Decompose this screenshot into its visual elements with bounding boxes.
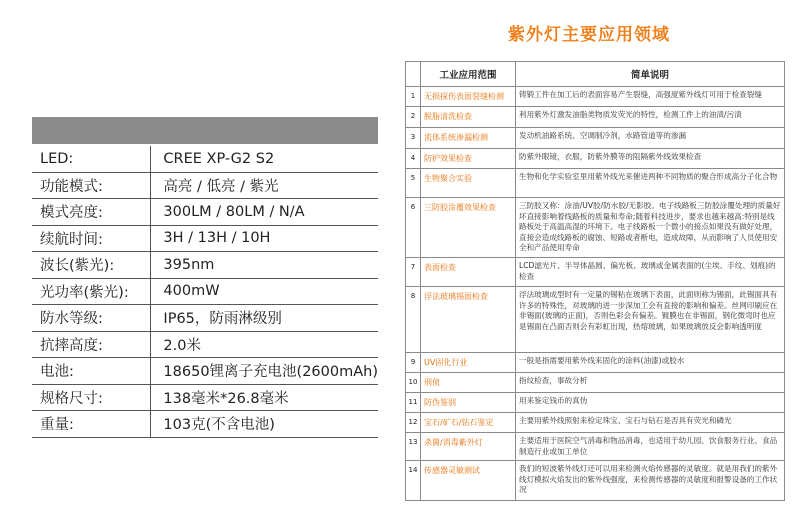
application-description: 铸锻工件在加工后的表面容易产生裂缝，高强度紫外线灯可用于检查裂缝 [516, 87, 785, 107]
spec-label: 功能模式: [32, 172, 151, 199]
application-number: 6 [406, 198, 421, 258]
application-row [406, 87, 785, 107]
application-row [406, 198, 785, 258]
application-field: 杀菌/消毒紫外灯 [421, 432, 516, 460]
application-row [406, 412, 785, 432]
application-number: 10 [406, 372, 421, 392]
application-number: 14 [406, 461, 421, 501]
spec-row [32, 358, 378, 385]
spec-row [32, 146, 378, 172]
spec-row [32, 384, 378, 411]
application-row [406, 169, 785, 198]
spec-label: 规格尺寸: [32, 384, 151, 411]
application-description: 浮法玻璃成型时有一定量的锡粘在玻璃下表面，此面则称为锡面，此锡面具有许多的特殊性，对玻璃的进一步深加工会有直接的影响和偏差。丝网印刷应在非锡面(玻璃的正面)，否则色彩会有偏差。镀膜也在非锡面，钢化微弯时也应是锡面在凸面否则会有彩虹出现，热熔玻璃，如果玻璃放反会影响透明度 [516, 286, 785, 352]
spec-label: 波长(紫光): [32, 252, 151, 279]
application-row [406, 128, 785, 149]
application-field: 无损探伤表面裂缝检测 [421, 87, 516, 107]
spec-table [32, 146, 378, 438]
spec-row [32, 278, 378, 305]
application-number: 7 [406, 257, 421, 286]
spec-row [32, 199, 378, 226]
application-field: 流体系统渗漏检测 [421, 128, 516, 149]
application-number: 3 [406, 128, 421, 149]
spec-row [32, 172, 378, 199]
application-row [406, 149, 785, 169]
spec-value: 400mW [151, 278, 378, 305]
spec-label: 电池: [32, 358, 151, 385]
spec-header-bar [32, 117, 378, 144]
application-number: 8 [406, 286, 421, 352]
application-row [406, 352, 785, 372]
application-number: 5 [406, 169, 421, 198]
spec-row [32, 305, 378, 332]
spec-value: 395nm [151, 252, 378, 279]
application-row [406, 432, 785, 460]
application-number: 12 [406, 412, 421, 432]
application-field: 防伪鉴别 [421, 392, 516, 412]
application-field: 表面检查 [421, 257, 516, 286]
header-desc: 简单说明 [516, 62, 785, 87]
application-field: 生物聚合实验 [421, 169, 516, 198]
application-number: 2 [406, 107, 421, 128]
application-row [406, 257, 785, 286]
application-row [406, 107, 785, 128]
spec-row [32, 331, 378, 358]
application-field: UV固化行业 [421, 352, 516, 372]
spec-label: 防水等级: [32, 305, 151, 332]
application-description: 防紫外眼镜，衣服，防紫外膜等的阻隔紫外线效果检查 [516, 149, 785, 169]
spec-row [32, 225, 378, 252]
spec-value: 138毫米*26.8毫米 [151, 384, 378, 411]
spec-label: 抗摔高度: [32, 331, 151, 358]
spec-value: 103克(不含电池) [151, 411, 378, 438]
application-description: 发动机油路系统、空调制冷剂，水路管道等的渗漏 [516, 128, 785, 149]
spec-value: 300LM / 80LM / N/A [151, 199, 378, 226]
spec-label: 光功率(紫光): [32, 278, 151, 305]
spec-value: 18650锂离子充电池(2600mAh) [151, 358, 378, 385]
application-description: 用来鉴定钱币的真伪 [516, 392, 785, 412]
application-description: 利用紫外灯激发油脂类物质发荧光的特性，检测工件上的油渍/污渍 [516, 107, 785, 128]
header-no [406, 62, 421, 87]
application-row [406, 286, 785, 352]
application-field: 传感器灵敏测试 [421, 461, 516, 501]
application-row [406, 392, 785, 412]
applications-header-row [406, 62, 785, 87]
spec-label: 模式亮度: [32, 199, 151, 226]
application-row [406, 372, 785, 392]
spec-label: 重量: [32, 411, 151, 438]
applications-table [405, 61, 785, 501]
application-field: 宝石/矿石/钻石鉴定 [421, 412, 516, 432]
application-row [406, 461, 785, 501]
application-number: 11 [406, 392, 421, 412]
application-field: 防护效果检查 [421, 149, 516, 169]
application-number: 1 [406, 87, 421, 107]
spec-label: 续航时间: [32, 225, 151, 252]
application-number: 9 [406, 352, 421, 372]
application-description: 指纹检查，事故分析 [516, 372, 785, 392]
application-number: 4 [406, 149, 421, 169]
spec-value: 2.0米 [151, 331, 378, 358]
application-description: 主要适用于医院空气消毒和物品消毒，也适用于幼儿园、饮食服务行业、食品制造行业或加工单位 [516, 432, 785, 460]
spec-row [32, 411, 378, 438]
spec-value: 高亮 / 低亮 / 紫光 [151, 172, 378, 199]
application-number: 13 [406, 432, 421, 460]
spec-value: CREE XP-G2 S2 [151, 146, 378, 172]
application-description: 三防胶又称：涂油/UV胶/防水胶/无影胶。电子线路板三防胶涂覆处理的质量好坏直接影响着线路板的质量和寿命;随着科技进步，要求也越来越高:特别是线路板处于高温高湿的环境下。电子线路板一个微小的接点如果没有做好处理，直接会造成线路板的腐蚀、短路或者断电，造成故障，从而影响了人员使用安全和产品使用寿命 [516, 198, 785, 258]
application-description: 一般是指需要用紫外线来固化的涂料(油漆)或胶水 [516, 352, 785, 372]
application-description: LCD滤光片、半导体晶圆、偏光板、玻璃或金属表面的(尘埃、手纹、划痕)的检查 [516, 257, 785, 286]
application-field: 三防胶涂覆效果检查 [421, 198, 516, 258]
spec-value: 3H / 13H / 10H [151, 225, 378, 252]
spec-value: IP65，防雨淋级别 [151, 305, 378, 332]
spec-label: LED: [32, 146, 151, 172]
application-field: 刑侦 [421, 372, 516, 392]
application-description: 生物和化学实验室里用紫外线光来催进两种不同物质的聚合形成高分子化合物 [516, 169, 785, 198]
application-field: 脱脂清洗检查 [421, 107, 516, 128]
application-description: 主要用紫外线照射来检定珠宝、宝石与钻石是否具有荧光和磷光 [516, 412, 785, 432]
applications-title: 紫外灯主要应用领域 [508, 25, 670, 45]
application-field: 浮法玻璃锡面检查 [421, 286, 516, 352]
header-field: 工业应用范围 [421, 62, 516, 87]
application-description: 我们的短波紫外线灯还可以用来检测火焰传感器的灵敏度。就是用我们的紫外线灯模拟火焰发出的紫外线强度，来检测传感器的灵敏度和报警设备的工作状况 [516, 461, 785, 501]
spec-row [32, 252, 378, 279]
